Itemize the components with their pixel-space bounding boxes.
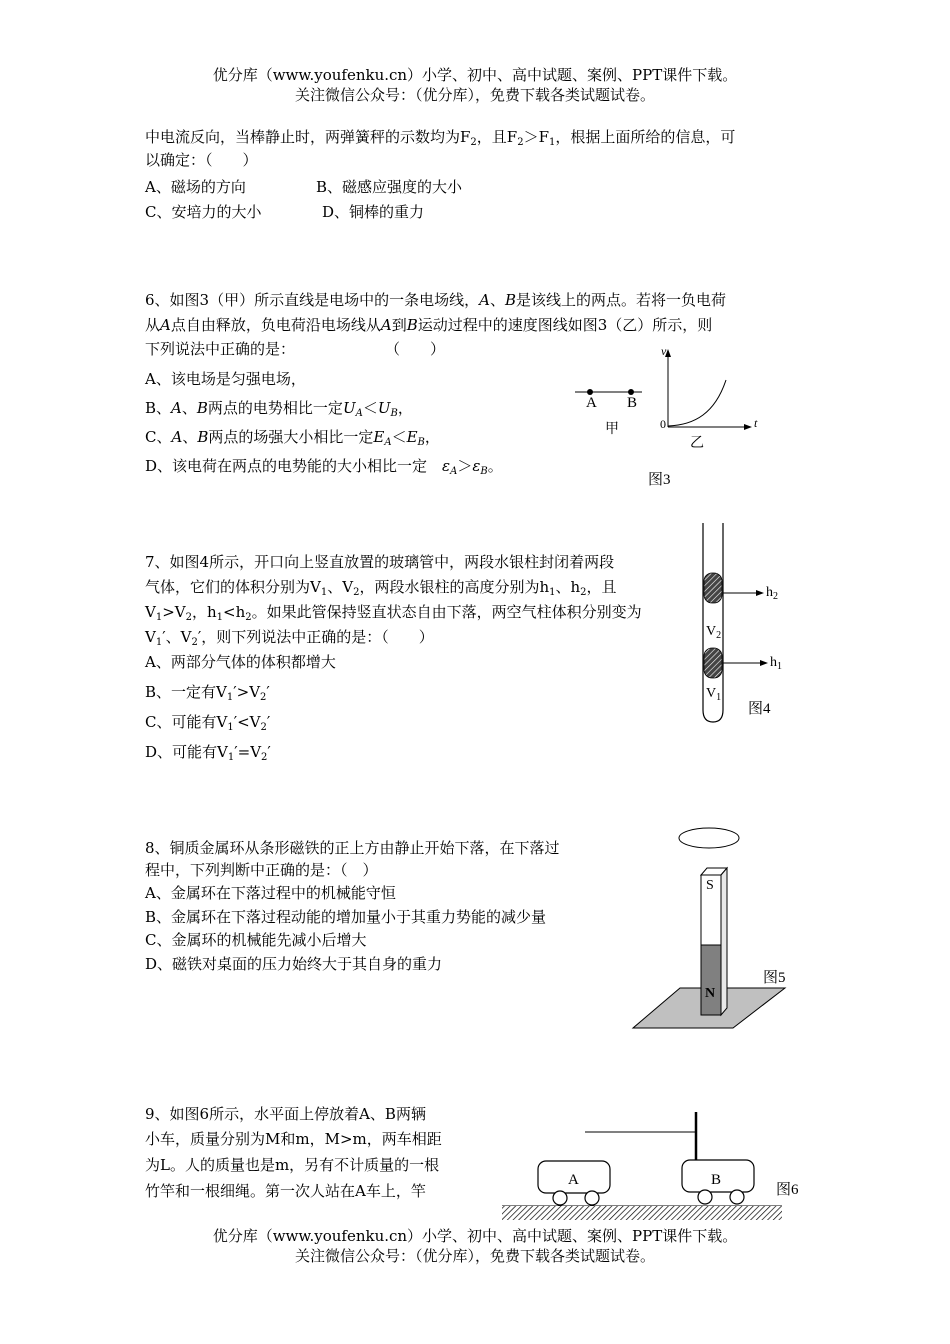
q9-line-2: 小车，质量分别为M和m，M>m，两车相距 — [145, 1130, 442, 1148]
fig4-label-h1: $h_1$ — [770, 655, 782, 672]
cart-b-wheel-left — [698, 1190, 712, 1204]
fig4-label-v2: $V_2$ — [706, 624, 722, 641]
q7-line-2: 气体，它们的体积分别为$V_1$、$V_2$，两段水银柱的高度分别为$h_1$、$h_2$，且 — [145, 578, 617, 598]
q9-line-1: 9、如图6所示，水平面上停放着A、B两辆 — [145, 1105, 426, 1123]
q6-option-a: A、该电场是匀强电场， — [145, 370, 306, 388]
fig3-label-a: A — [586, 395, 597, 411]
mercury-column-lower — [704, 648, 722, 678]
header-line-2: 关注微信公众号：（优分库），免费下载各类试题试卷。 — [294, 86, 655, 104]
h2-arrowhead — [756, 590, 764, 596]
q8-option-d: D、磁铁对桌面的压力始终大于其自身的重力 — [145, 955, 443, 973]
fig3-label-b: B — [627, 395, 638, 411]
q6-line-1: 6、如图3（甲）所示直线是电场中的一条电场线，A、B是该线上的两点。若将一负电荷 — [145, 291, 726, 309]
mercury-column-upper — [704, 573, 722, 603]
q9-line-4: 竹竿和一根细绳。第一次人站在A车上，竿 — [145, 1182, 426, 1200]
footer-line-2: 关注微信公众号：（优分库），免费下载各类试题试卷。 — [294, 1247, 655, 1265]
magnet-n-half — [701, 945, 721, 1015]
q6-option-b: B、A、B两点的电势相比一定$U_A<U_B$， — [145, 399, 413, 419]
q5-option-b: B、磁感应强度的大小 — [316, 178, 463, 196]
fig4-caption: 图4 — [748, 701, 771, 717]
footer-line-1: 优分库（www.youfenku.cn）小学、初中、高中试题、案例、PPT课件下载。 — [212, 1227, 738, 1245]
figure-3 — [570, 345, 770, 455]
q8-option-c: C、金属环的机械能先减小后增大 — [145, 931, 367, 949]
fig3-label-v: v — [661, 344, 667, 358]
q7-line-1: 7、如图4所示，开口向上竖直放置的玻璃管中，两段水银柱封闭着两段 — [145, 553, 615, 571]
q5-line-1: 中电流反向，当棒静止时，两弹簧秤的示数均为$F_2$，且$F_2>F_1$，根据上面所给的信息，可 — [145, 128, 736, 148]
fig5-label-s: S — [706, 878, 714, 893]
fig3-label-jia: 甲 — [605, 422, 619, 437]
cart-a-wheel-left — [553, 1191, 567, 1205]
q7-option-b: B、一定有$V_1'>V_2'$ — [145, 683, 270, 703]
fig6-label-a: A — [568, 1172, 579, 1188]
fig6-caption: 图6 — [776, 1182, 799, 1198]
fig3-caption: 图3 — [648, 472, 671, 488]
q8-line-2: 程中，下列判断中正确的是：（ ） — [145, 861, 378, 879]
q6-option-d: D、该电荷在两点的电势能的大小相比一定 $\varepsilon_A>\varepsilon_B$。 — [145, 457, 503, 477]
cart-b-wheel-right — [730, 1190, 744, 1204]
q7-line-4: $V_1'$、$V_2'$，则下列说法中正确的是：（ ） — [145, 628, 434, 648]
cart-a-wheel-right — [585, 1191, 599, 1205]
figure-5 — [625, 820, 795, 1035]
header-line-1: 优分库（www.youfenku.cn）小学、初中、高中试题、案例、PPT课件下载。 — [212, 66, 738, 84]
magnet-side-face — [721, 868, 727, 1015]
q9-line-3: 为L。人的质量也是m，另有不计质量的一根 — [145, 1156, 440, 1174]
fig5-label-n: N — [705, 986, 716, 1001]
q5-option-c: C、安培力的大小 — [145, 203, 262, 221]
fig4-label-v1: $V_1$ — [706, 686, 722, 703]
q6-line-3: 下列说法中正确的是： （ ） — [145, 340, 446, 358]
q7-option-c: C、可能有$V_1'<V_2'$ — [145, 713, 271, 733]
velocity-curve — [668, 380, 726, 426]
q7-line-3: $V_1>V_2$，$h_1<h_2$。如果此管保持竖直状态自由下落，两空气柱体积分别变为 — [145, 603, 642, 623]
ground-hatch — [502, 1206, 782, 1220]
h1-arrowhead — [760, 660, 768, 666]
q6-line-2: 从A点自由释放，负电荷沿电场线从A到B运动过程中的速度图线如图3（乙）所示，则 — [145, 316, 713, 334]
fig3-label-yi: 乙 — [690, 436, 704, 451]
q5-line-2: 以确定：（ ） — [145, 151, 258, 169]
figure-6 — [500, 1108, 790, 1226]
q8-option-a: A、金属环在下落过程中的机械能守恒 — [145, 884, 396, 902]
metal-ring — [679, 828, 739, 848]
t-axis-arrow — [744, 424, 752, 430]
fig4-label-h2: $h_2$ — [766, 585, 778, 602]
fig3-label-t: t — [754, 416, 758, 430]
q5-option-d: D、铜棒的重力 — [322, 203, 425, 221]
q7-option-d: D、可能有$V_1'=V_2'$ — [145, 743, 271, 763]
q6-option-c: C、A、B两点的场强大小相比一定$E_A<E_B$， — [145, 428, 440, 448]
q5-option-a: A、磁场的方向 — [145, 178, 246, 196]
q8-option-b: B、金属环在下落过程动能的增加量小于其重力势能的减少量 — [145, 908, 547, 926]
fig5-caption: 图5 — [763, 970, 786, 986]
fig3-label-zero: 0 — [660, 417, 666, 431]
q8-line-1: 8、铜质金属环从条形磁铁的正上方由静止开始下落，在下落过 — [145, 839, 560, 857]
fig6-label-b: B — [711, 1172, 722, 1188]
q7-option-a: A、两部分气体的体积都增大 — [145, 653, 336, 671]
